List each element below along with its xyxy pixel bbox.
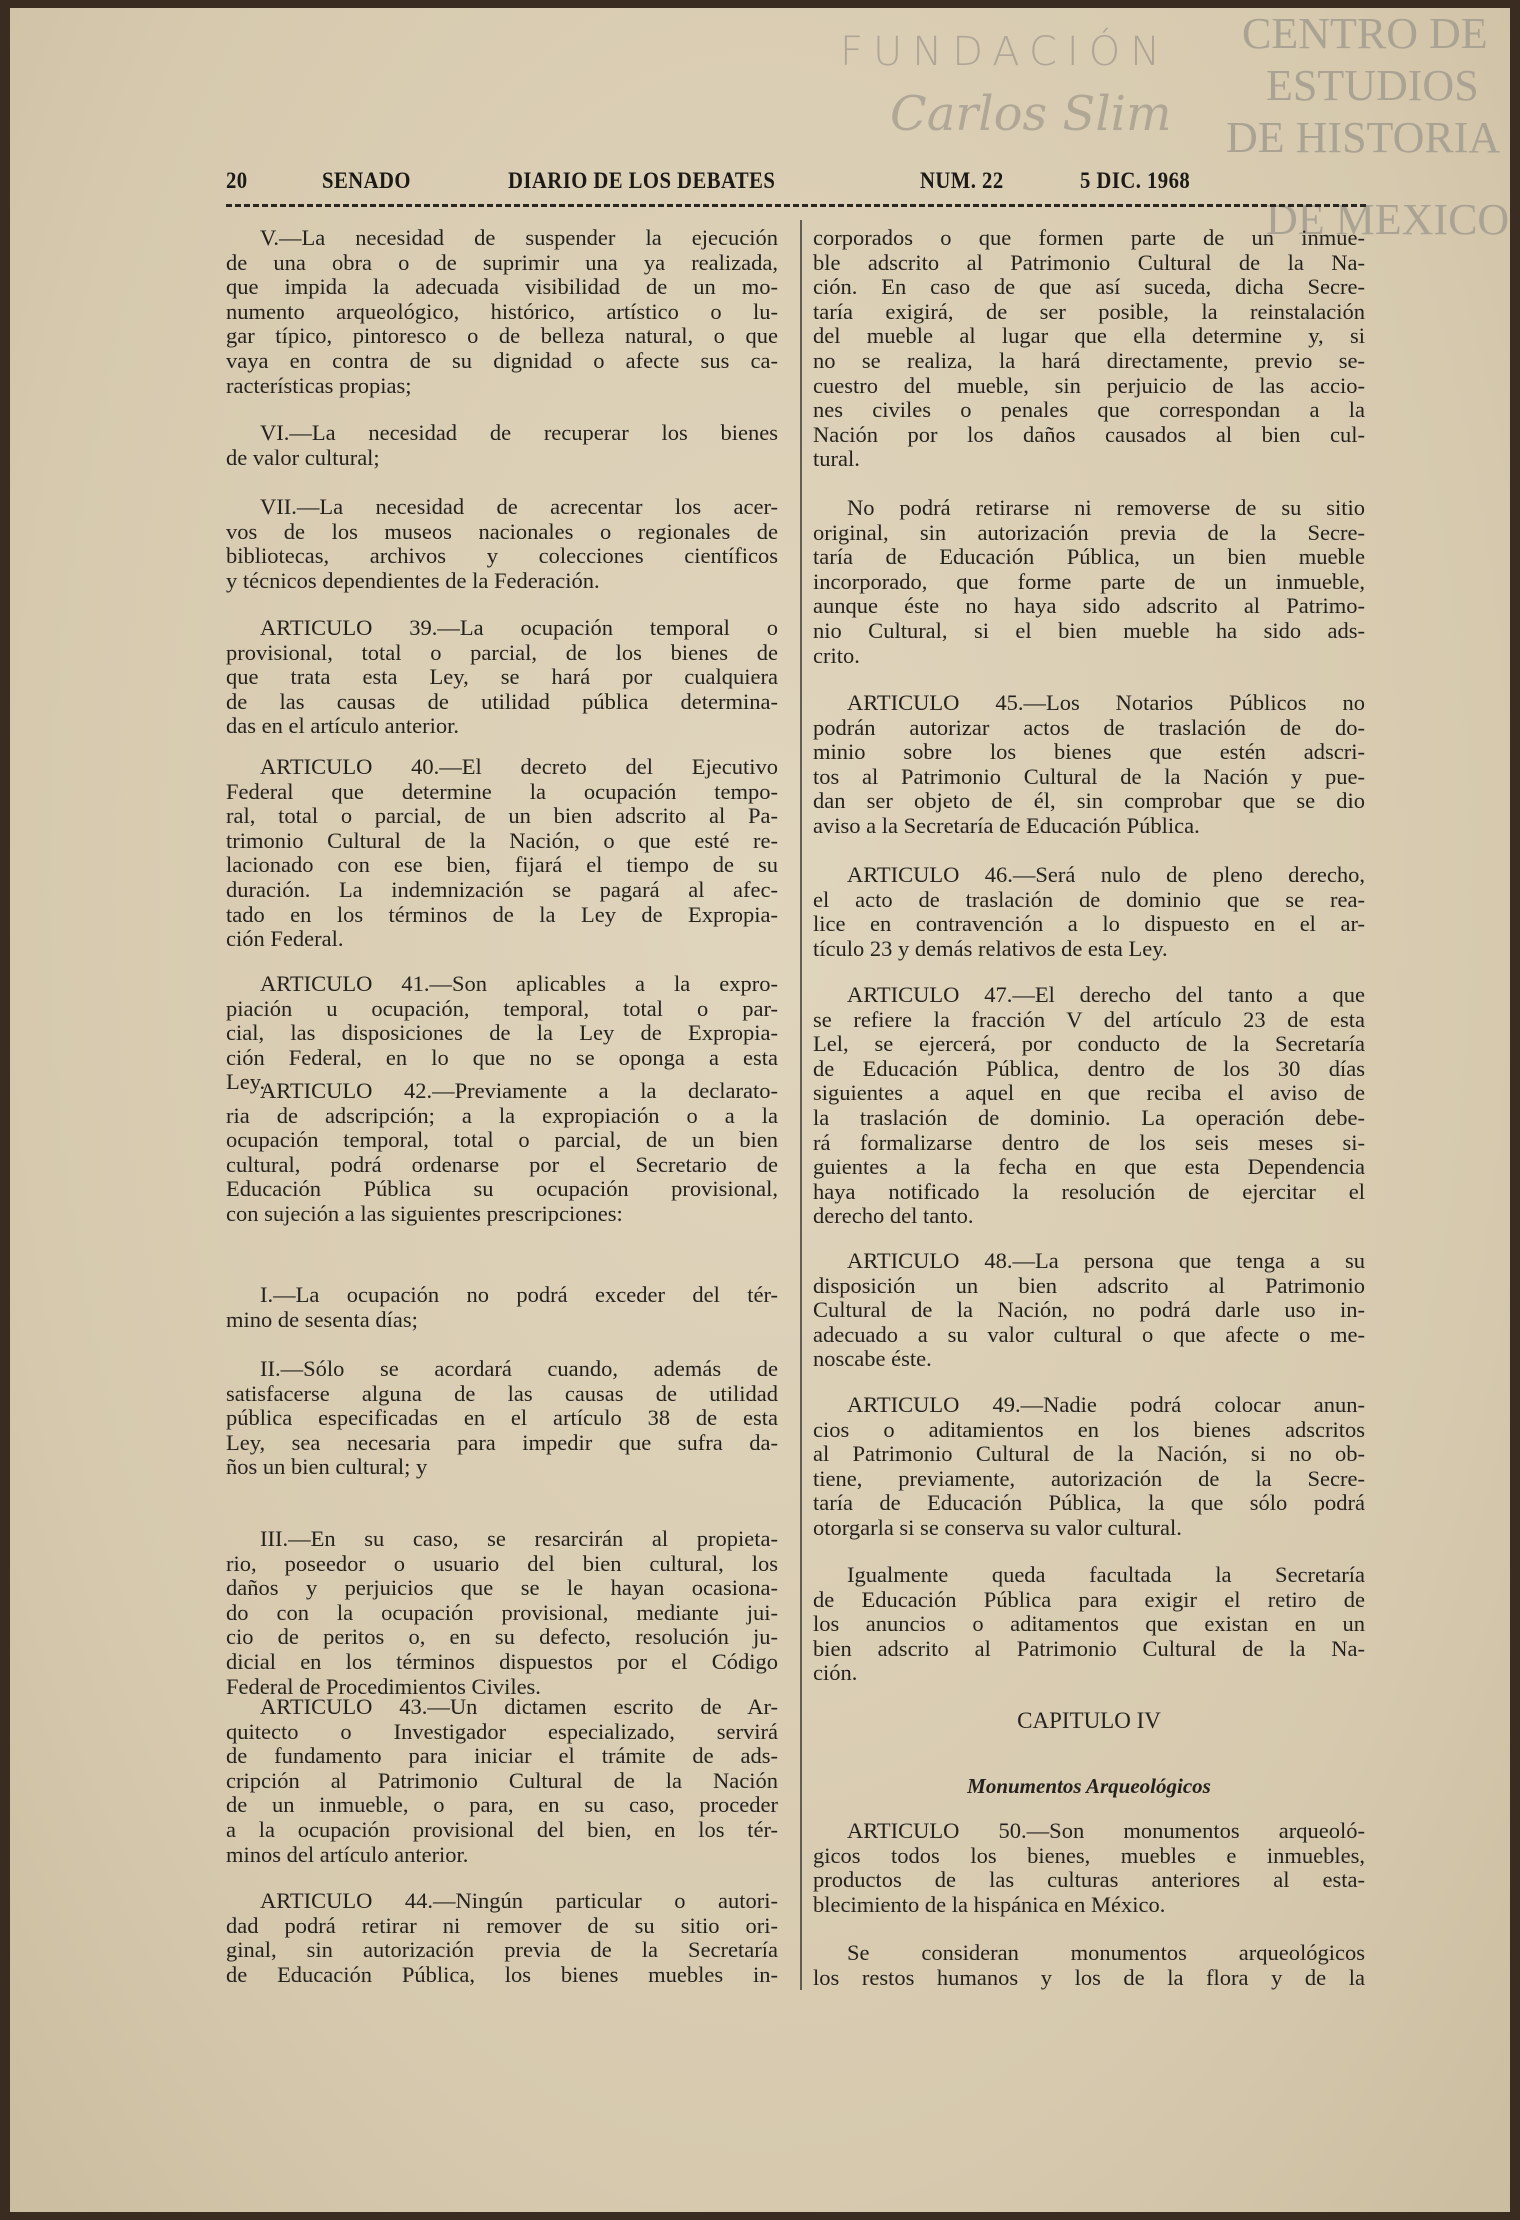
- text-line: blecimiento de la hispánica en México.: [813, 1891, 1166, 1917]
- text-line: crito.: [813, 642, 860, 668]
- text-line: dan ser objeto de él, sin comprobar que se dio: [813, 788, 1365, 814]
- text-line: taría de Educación Pública, la que sólo podrá: [813, 1490, 1365, 1516]
- page-number: 20: [226, 168, 248, 193]
- text-line: piación u ocupación, temporal, total o par-: [226, 995, 778, 1021]
- text-line: la traslación de dominio. La operación debe-: [813, 1104, 1365, 1130]
- paragraph: [226, 1695, 778, 1867]
- text-line: a la ocupación provisional del bien, en los tér-: [226, 1816, 778, 1842]
- text-line: de Educación Pública para exigir el retiro de: [813, 1586, 1365, 1612]
- document-page: [10, 8, 1510, 2212]
- text-line: Cultural de la Nación, no podrá darle uso in-: [813, 1297, 1365, 1323]
- text-line: ARTICULO 39.—La ocupación temporal o: [260, 615, 778, 640]
- text-line: otorgarla si se conserva su valor cultural.: [813, 1514, 1182, 1540]
- text-line: que trata esta Ley, se hará por cualquiera: [226, 664, 778, 690]
- text-line: cial, las disposiciones de la Ley de Expropia-: [226, 1020, 778, 1046]
- text-line: ARTICULO 49.—Nadie podrá colocar anun-: [847, 1392, 1365, 1417]
- text-line: ginal, sin autorización previa de la Secretaría: [226, 1937, 778, 1963]
- text-line: ARTICULO 42.—Previamente a la declarato-: [260, 1078, 778, 1103]
- text-line: trimonio Cultural de la Nación, o que esté re-: [226, 827, 778, 853]
- text-line: Lel, se ejercerá, por conducto de la Secretaría: [813, 1031, 1365, 1057]
- paragraph: [226, 616, 778, 739]
- text-line: minio sobre los bienes que estén adscri-: [813, 739, 1365, 765]
- text-line: No podrá retirarse ni removerse de su sitio: [847, 495, 1365, 520]
- text-line: tos al Patrimonio Cultural de la Nación y pue-: [813, 763, 1365, 789]
- text-line: cultural, podrá ordenarse por el Secretario de: [226, 1151, 778, 1177]
- text-line: Educación Pública su ocupación provisional,: [226, 1176, 778, 1202]
- text-line: con sujeción a las siguientes prescripciones:: [226, 1200, 623, 1226]
- text-line: rio, poseedor o usuario del bien cultural, los: [226, 1550, 778, 1576]
- paragraph: [813, 226, 1365, 472]
- text-line: Nación por los daños causados al bien cul-: [813, 421, 1365, 447]
- text-line: II.—Sólo se acordará cuando, además de: [260, 1356, 778, 1381]
- text-line: ocupación temporal, total o parcial, de un bien: [226, 1127, 778, 1153]
- text-line: VII.—La necesidad de acrecentar los acer-: [260, 494, 778, 519]
- text-line: Federal que determine la ocupación tempo-: [226, 778, 778, 804]
- text-line: do con la ocupación provisional, mediante jui-: [226, 1599, 778, 1625]
- text-line: Ley, sea necesaria para impedir que sufra da-: [226, 1429, 778, 1455]
- text-line: los anuncios o aditamentos que existan en un: [813, 1611, 1365, 1637]
- text-line: de fundamento para iniciar el trámite de ads-: [226, 1743, 778, 1769]
- text-line: del mueble al lugar que ella determine y, si: [813, 323, 1365, 349]
- text-line: Ley.: [226, 1069, 266, 1095]
- text-line: original, sin autorización previa de la Secre-: [813, 519, 1365, 545]
- text-line: de un inmueble, o para, en su caso, proceder: [226, 1792, 778, 1818]
- text-line: de Educación Pública, dentro de los 30 días: [813, 1055, 1365, 1081]
- text-line: el acto de traslación de dominio que se rea-: [813, 886, 1365, 912]
- text-line: guientes a la fecha en que esta Dependencia: [813, 1154, 1365, 1180]
- text-line: provisional, total o parcial, de los bienes de: [226, 639, 778, 665]
- paragraph: [226, 1527, 778, 1699]
- text-line: ARTICULO 43.—Un dictamen escrito de Ar-: [260, 1694, 778, 1719]
- paragraph: [813, 1819, 1365, 1917]
- chapter-subtitle: Monumentos Arqueológicos: [967, 1774, 1211, 1798]
- paragraph: [813, 983, 1365, 1229]
- text-line: nes civiles o penales que correspondan a la: [813, 397, 1365, 423]
- text-line: V.—La necesidad de suspender la ejecución: [260, 225, 778, 250]
- text-line: taría exigirá, de ser posible, la reinstalación: [813, 298, 1365, 324]
- text-line: III.—En su caso, se resarcirán al propieta-: [260, 1526, 778, 1551]
- paragraph: [226, 1889, 778, 1987]
- header-rule: [226, 204, 1366, 207]
- text-line: Igualmente queda facultada la Secretaría: [847, 1562, 1365, 1587]
- text-line: numento arqueológico, histórico, artístico o lu-: [226, 298, 778, 324]
- text-line: tado en los términos de la Ley de Expropia-: [226, 901, 778, 927]
- paragraph: [813, 863, 1365, 961]
- text-line: ARTICULO 46.—Será nulo de pleno derecho,: [847, 862, 1365, 887]
- text-line: cripción al Patrimonio Cultural de la Nación: [226, 1767, 778, 1793]
- text-line: Federal de Procedimientos Civiles.: [226, 1673, 541, 1699]
- column-divider: [800, 220, 802, 1990]
- text-line: de valor cultural;: [226, 444, 380, 470]
- text-line: nio Cultural, si el bien mueble ha sido ads-: [813, 617, 1365, 643]
- text-line: lacionado con ese bien, fijará el tiempo de su: [226, 852, 778, 878]
- paragraph: [813, 1563, 1365, 1686]
- text-line: rá formalizarse dentro de los seis meses si-: [813, 1129, 1365, 1155]
- text-line: haya notificado la resolución de ejercitar el: [813, 1178, 1365, 1204]
- text-line: bien adscrito al Patrimonio Cultural de la Na-: [813, 1635, 1365, 1661]
- paragraph: [813, 691, 1365, 839]
- text-line: aunque éste no haya sido adscrito al Patrimo-: [813, 593, 1365, 619]
- text-line: das en el artículo anterior.: [226, 713, 460, 739]
- text-line: ARTICULO 50.—Son monumentos arqueoló-: [847, 1818, 1365, 1843]
- text-line: cios o aditamientos en los bienes adscritos: [813, 1416, 1365, 1442]
- text-line: podrán autorizar actos de traslación de do-: [813, 714, 1365, 740]
- text-line: productos de las culturas anteriores al esta-: [813, 1867, 1365, 1893]
- text-line: dad podrá retirar ni remover de su sitio ori-: [226, 1912, 778, 1938]
- text-line: ral, total o parcial, de un bien adscrito al Pa-: [226, 803, 778, 829]
- text-line: derecho del tanto.: [813, 1203, 974, 1229]
- text-line: cuestro del mueble, sin perjuicio de las accio-: [813, 372, 1365, 398]
- text-line: corporados o que formen parte de un inmue-: [813, 225, 1365, 250]
- text-line: al Patrimonio Cultural de la Nación, si no ob-: [813, 1441, 1365, 1467]
- paragraph: [813, 1249, 1365, 1372]
- paragraph: [226, 495, 778, 593]
- watermark-line: CENTRO DE: [1242, 9, 1488, 58]
- chamber-name: SENADO: [322, 168, 411, 193]
- text-line: ARTICULO 40.—El decreto del Ejecutivo: [260, 754, 778, 779]
- text-line: ARTICULO 45.—Los Notarios Públicos no: [847, 690, 1365, 715]
- text-line: incorporado, que forme parte de un inmueble,: [813, 568, 1365, 594]
- paragraph: [226, 755, 778, 952]
- paragraph: [226, 1357, 778, 1480]
- text-line: no se realiza, la hará directamente, previo se-: [813, 347, 1365, 373]
- text-line: adecuado a su valor cultural o que afecte o me-: [813, 1321, 1365, 1347]
- text-line: gar típico, pintoresco o de belleza natural, o que: [226, 323, 778, 349]
- text-line: ARTICULO 47.—El derecho del tanto a que: [847, 982, 1365, 1007]
- text-line: de Educación Pública, los bienes muebles in-: [226, 1961, 778, 1987]
- text-line: y técnicos dependientes de la Federación.: [226, 567, 600, 593]
- text-line: tural.: [813, 446, 860, 472]
- text-line: dicial en los términos dispuestos por el Código: [226, 1648, 778, 1674]
- text-line: racterísticas propias;: [226, 372, 412, 398]
- text-line: ción Federal, en lo que no se oponga a esta: [226, 1044, 778, 1070]
- paragraph: [813, 1941, 1365, 1990]
- text-line: aviso a la Secretaría de Educación Pública.: [813, 812, 1200, 838]
- text-line: los restos humanos y los de la flora y de la: [813, 1964, 1365, 1990]
- text-line: cio de peritos o, en su defecto, resolución ju-: [226, 1624, 778, 1650]
- text-line: ble adscrito al Patrimonio Cultural de la Na-: [813, 249, 1365, 275]
- paragraph: [813, 496, 1365, 668]
- text-line: se refiere la fracción V del artículo 23 de esta: [813, 1006, 1365, 1032]
- text-line: bibliotecas, archivos y colecciones científicos: [226, 543, 778, 569]
- text-line: ARTICULO 48.—La persona que tenga a su: [847, 1248, 1365, 1273]
- paragraph: [813, 1393, 1365, 1541]
- text-line: mino de sesenta días;: [226, 1306, 418, 1332]
- text-line: ción.: [813, 1660, 858, 1686]
- issue-number: NUM. 22: [920, 168, 1004, 193]
- paragraph: [226, 226, 778, 398]
- text-line: I.—La ocupación no podrá exceder del tér-: [260, 1282, 778, 1307]
- text-line: ARTICULO 41.—Son aplicables a la expro-: [260, 971, 778, 996]
- text-line: ARTICULO 44.—Ningún particular o autori-: [260, 1888, 778, 1913]
- watermark-line: ESTUDIOS: [1266, 61, 1479, 110]
- watermark-signature: Carlos Slim: [890, 86, 1172, 142]
- text-line: Se consideran monumentos arqueológicos: [847, 1940, 1365, 1965]
- text-line: satisfacerse alguna de las causas de utilidad: [226, 1380, 778, 1406]
- paragraph: [226, 1283, 778, 1332]
- text-line: de una obra o de suprimir una ya realizada,: [226, 249, 778, 275]
- text-line: ños un bien cultural; y: [226, 1454, 428, 1480]
- paragraph: [226, 972, 778, 1095]
- text-line: que impida la adecuada visibilidad de un mo-: [226, 274, 778, 300]
- text-line: vos de los museos nacionales o regionales de: [226, 518, 778, 544]
- paragraph: [226, 421, 778, 470]
- text-line: ria de adscripción; a la expropiación o a la: [226, 1102, 778, 1128]
- text-line: tículo 23 y demás relativos de esta Ley.: [813, 935, 1168, 961]
- text-line: ción. En caso de que así suceda, dicha Secre-: [813, 274, 1365, 300]
- text-line: minos del artículo anterior.: [226, 1841, 469, 1867]
- text-line: gicos todos los bienes, muebles e inmuebles,: [813, 1842, 1365, 1868]
- watermark-line: DE MEXICO: [1266, 195, 1510, 244]
- text-line: VI.—La necesidad de recuperar los bienes: [260, 420, 778, 445]
- text-line: disposición un bien adscrito al Patrimonio: [813, 1272, 1365, 1298]
- text-line: vaya en contra de su dignidad o afecte sus ca-: [226, 347, 778, 373]
- text-line: pública especificadas en el artículo 38 de esta: [226, 1405, 778, 1431]
- paragraph: [226, 1079, 778, 1227]
- publication-title: DIARIO DE LOS DEBATES: [508, 168, 776, 193]
- text-line: daños y perjuicios que se le hayan ocasiona-: [226, 1575, 778, 1601]
- watermark-foundation: FUNDACIÓN: [840, 29, 1171, 75]
- text-line: siguientes a aquel en que reciba el aviso de: [813, 1080, 1365, 1106]
- text-line: ción Federal.: [226, 926, 344, 952]
- chapter-title: CAPITULO IV: [1017, 1708, 1161, 1733]
- text-line: tiene, previamente, autorización de la Secre-: [813, 1465, 1365, 1491]
- watermark-line: DE HISTORIA: [1226, 113, 1501, 162]
- text-line: lice en contravención a lo dispuesto en el ar-: [813, 911, 1365, 937]
- text-line: de las causas de utilidad pública determina-: [226, 688, 778, 714]
- text-line: taría de Educación Pública, un bien mueble: [813, 544, 1365, 570]
- issue-date: 5 DIC. 1968: [1080, 168, 1191, 193]
- text-line: duración. La indemnización se pagará al afec-: [226, 876, 778, 902]
- text-line: noscabe éste.: [813, 1346, 932, 1372]
- text-line: quitecto o Investigador especializado, servirá: [226, 1718, 778, 1744]
